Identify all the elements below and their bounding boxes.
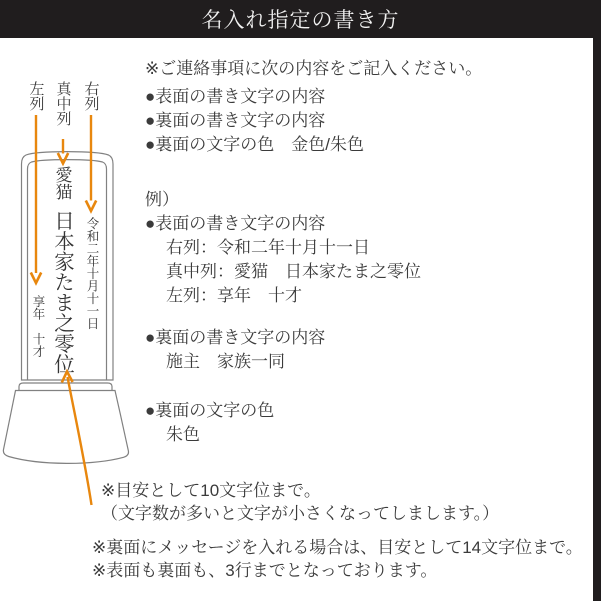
inscription-right-column: 令和二年十月十一日 <box>85 217 99 330</box>
example-color-value: 朱色 <box>166 425 200 444</box>
label-left-column: 左列 <box>27 81 45 111</box>
example-row-middle: 真中列：愛猫 日本家たま之零位 <box>166 262 421 281</box>
bullet-back-color: ●裏面の文字の色 金色/朱色 <box>145 135 364 154</box>
bullet-front-content: ●表面の書き文字の内容 <box>145 87 326 106</box>
bullet-back-content: ●裏面の書き文字の内容 <box>145 111 326 130</box>
label-right-column: 右列 <box>82 81 100 111</box>
example-front-heading: ●表面の書き文字の内容 <box>145 214 326 233</box>
page-title: 名入れ指定の書き方 <box>201 9 400 32</box>
pet-tablet-diagram <box>0 38 150 518</box>
example-block <box>145 188 421 308</box>
instructions-intro-block <box>145 57 482 157</box>
example-heading: 例） <box>145 190 179 209</box>
inscription-center-main: 日本家たま之零位 <box>50 210 74 374</box>
note-rows-limit: ※表面も裏面も、3行までとなっております。 <box>92 560 438 580</box>
example-row-left: 左列：享年 十才 <box>166 286 302 305</box>
inscription-left-column: 享年 十才 <box>31 295 45 358</box>
note-limit-line2: （文字数が多いと文字が小さくなってしまします。） <box>101 504 500 523</box>
intro-line: ※ご連絡事項に次の内容をご記入ください。 <box>145 59 483 78</box>
example-back-heading: ●裏面の書き文字の内容 <box>145 328 326 347</box>
note-limit-line1: ※目安として10文字位まで。 <box>101 481 321 500</box>
note-char-limit <box>101 479 499 525</box>
example-color-block <box>145 399 274 447</box>
example-row-right: 右列：令和二年十月十一日 <box>166 238 370 257</box>
header <box>0 0 601 38</box>
inscription-center-top: 愛猫 <box>52 166 72 200</box>
right-edge-strip <box>593 0 601 601</box>
tablet-lip <box>19 383 112 390</box>
example-color-heading: ●裏面の文字の色 <box>145 401 275 420</box>
example-back-block <box>145 326 325 374</box>
note-back-limit: ※裏面にメッセージを入れる場合は、目安として14文字位まで。 <box>92 538 583 557</box>
note-back-and-rows <box>92 537 583 582</box>
tablet-base <box>3 391 128 464</box>
example-back-value: 施主 家族一同 <box>166 352 285 371</box>
label-middle-column: 真中列 <box>54 81 72 126</box>
